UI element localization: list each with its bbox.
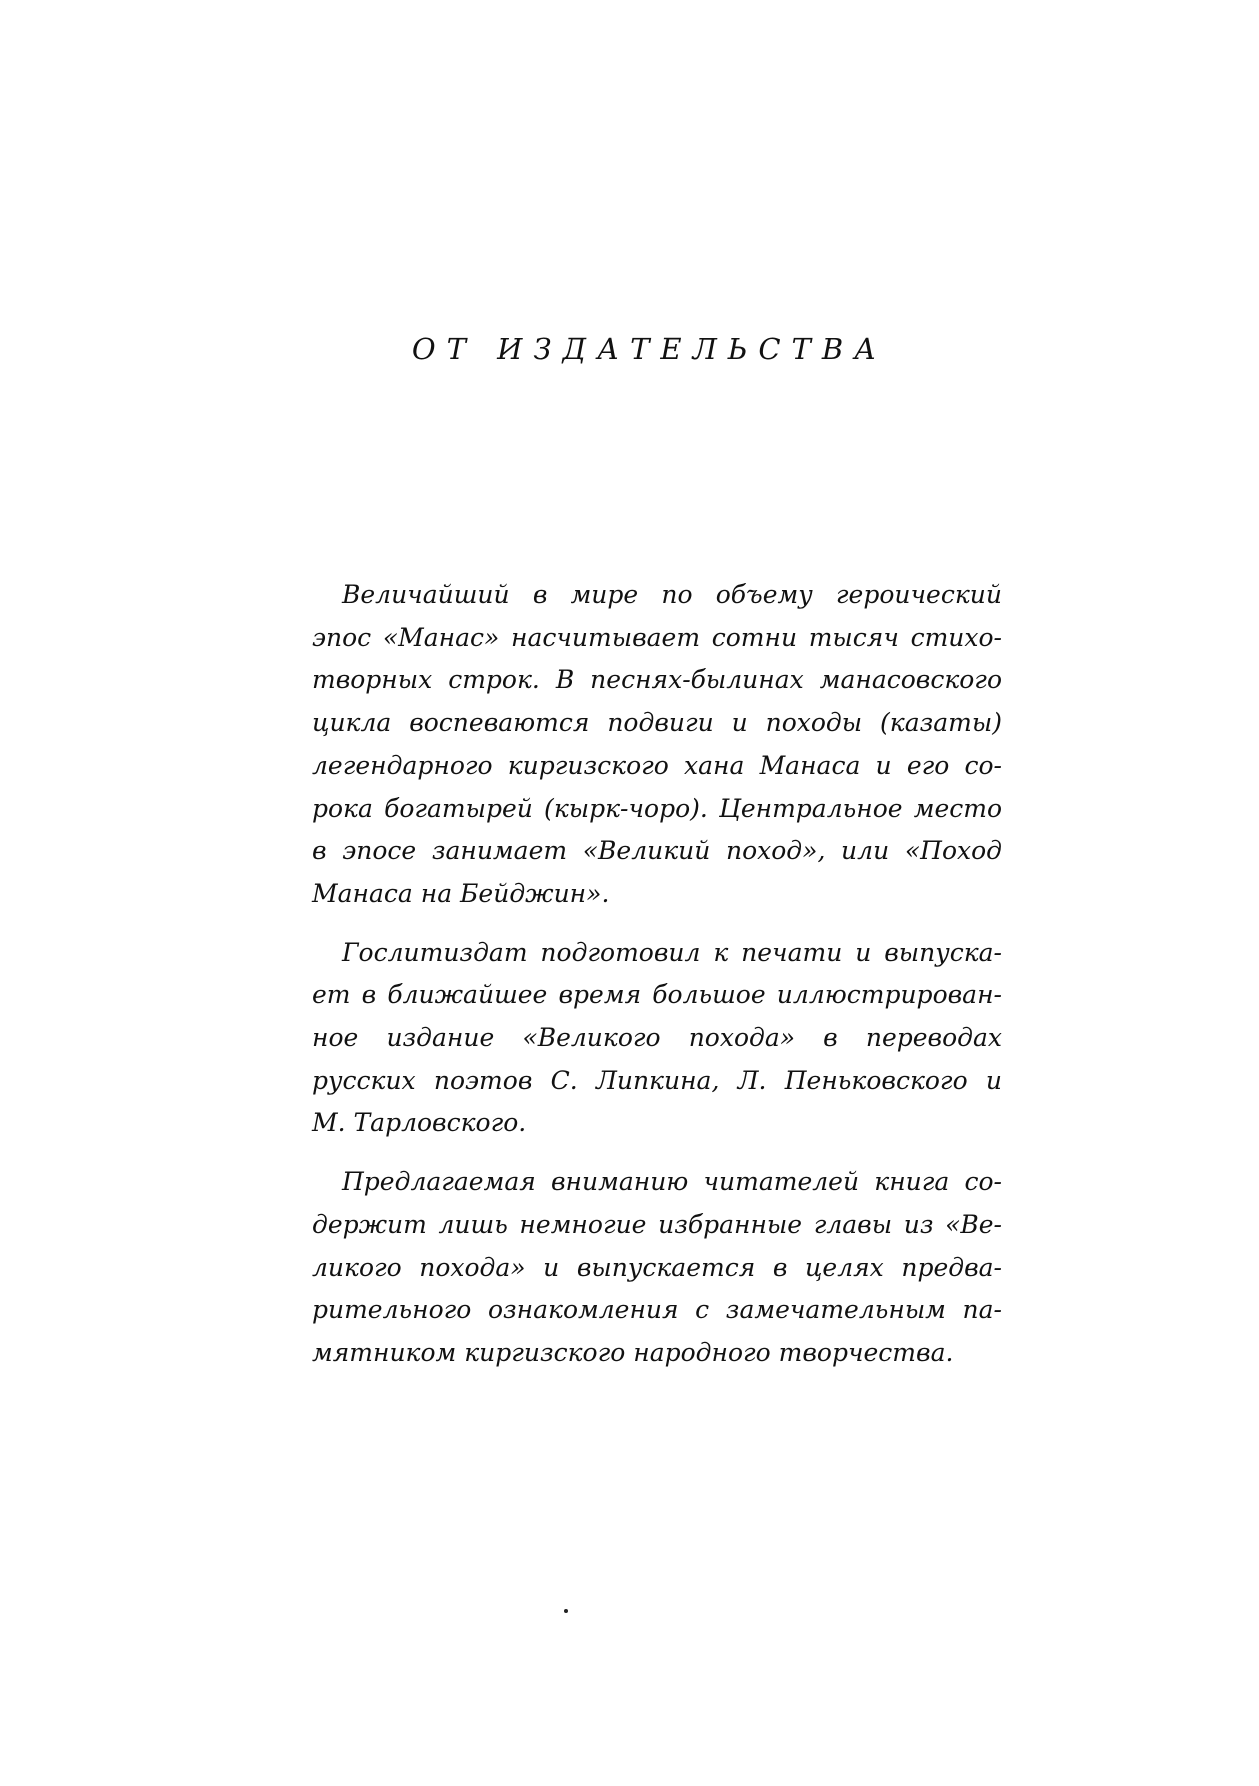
text-line: в эпосе занимает «Великий поход», или «Поход [312,836,1002,866]
text-line: русских поэтов С. Липкина, Л. Пеньковского и [312,1065,1002,1095]
text-line: легендарного киргизского хана Манаса и его со- [312,750,1002,780]
text-line: рока богатырей (кырк-чоро). Центральное место [312,793,1002,823]
text-line: Величайший в мире по объему героический [342,580,1002,609]
page-heading: ОТ ИЗДАТЕЛЬСТВА [411,332,888,366]
text-line: держит лишь немногие избранные главы из «Ве- [312,1209,1002,1239]
text-line: творных строк. В песнях-былинах манасовского [312,665,1002,695]
text-line: Предлагаемая вниманию читателей книга со- [342,1167,1002,1197]
paragraph-1 [312,574,1002,916]
print-speck [564,1609,568,1613]
text-line: ное издание «Великого похода» в переводах [312,1023,1002,1053]
text-line: Манаса на Бейджин». [312,878,610,908]
paragraph-2 [312,932,1002,1146]
text-line: цикла воспеваются подвиги и походы (казаты) [312,708,1002,738]
text-line: мятником киргизского народного творчества. [312,1337,954,1367]
text-line: М. Тарловского. [312,1108,527,1138]
text-line: ет в ближайшее время большое иллюстрирован- [312,980,1002,1010]
body-text [312,574,1002,1391]
text-line: эпос «Манас» насчитывает сотни тысяч стихо- [312,622,1002,652]
text-line: ликого похода» и выпускается в целях предва- [312,1252,1002,1282]
paragraph-3 [312,1161,1002,1375]
text-line: Гослитиздат подготовил к печати и выпуска- [342,937,1002,967]
text-line: рительного ознакомления с замечательным па- [312,1295,1002,1325]
